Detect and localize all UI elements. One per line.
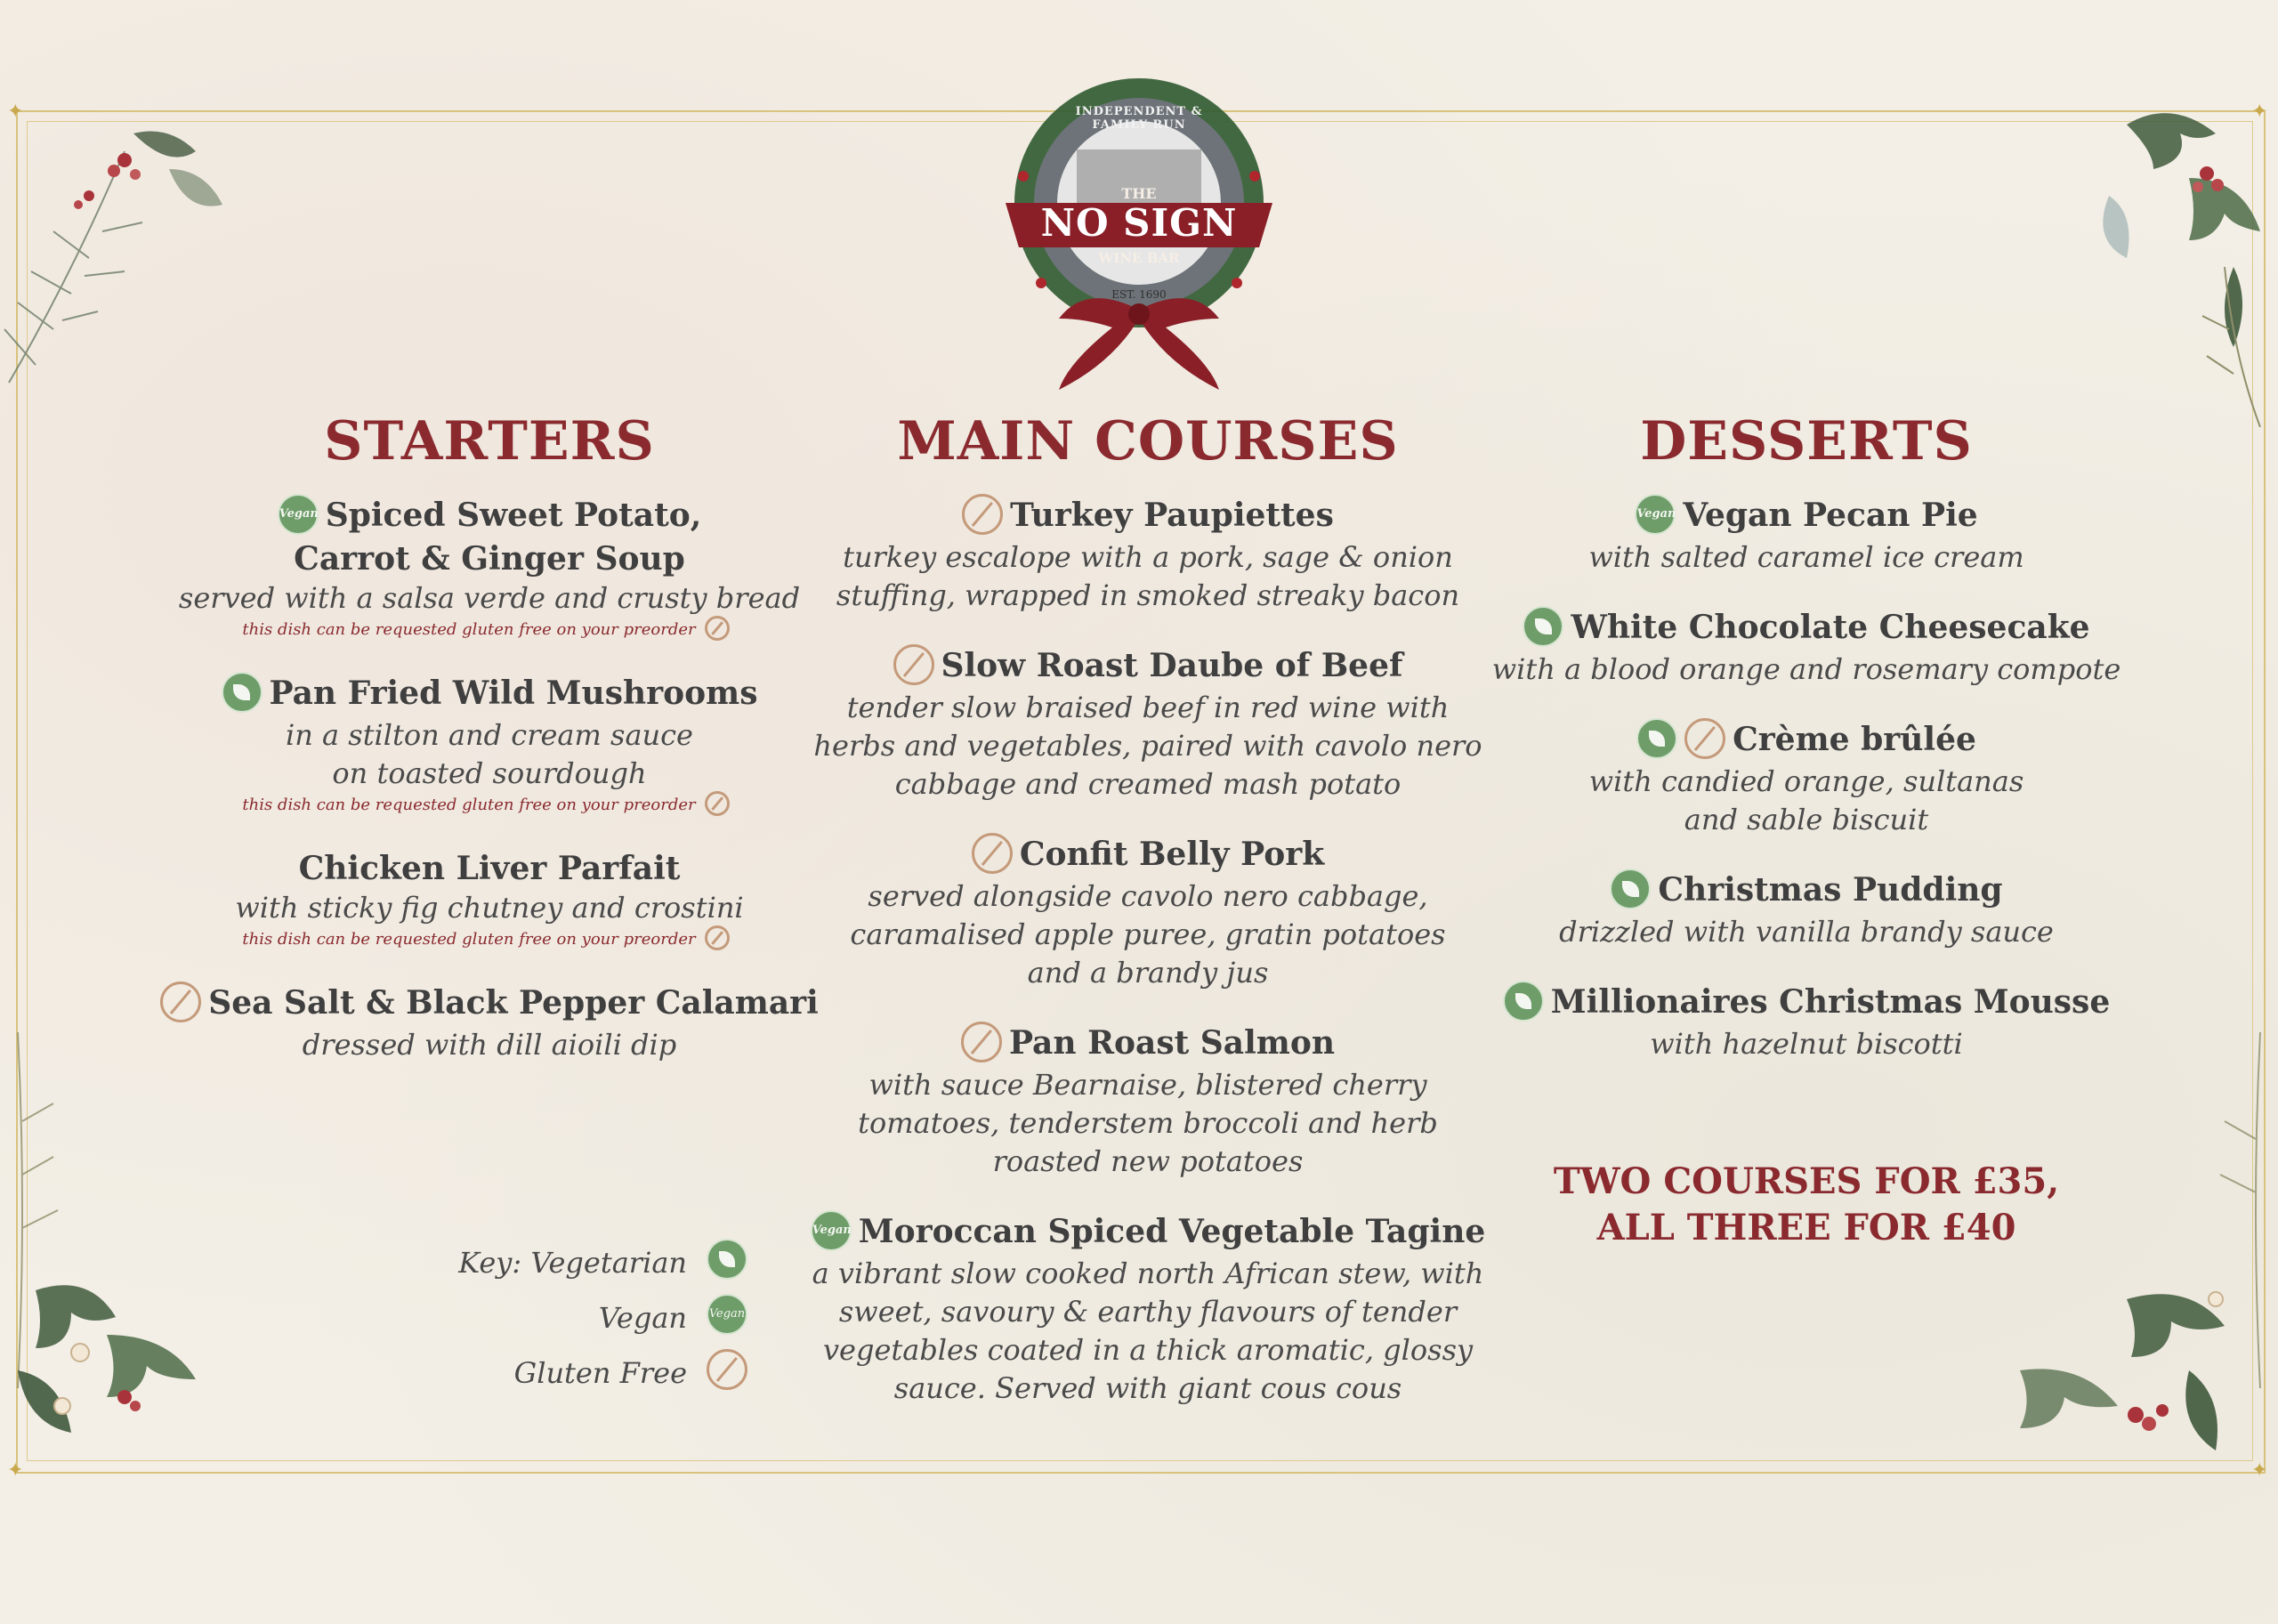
dish-description: cabbage and creamed mash potato <box>894 767 1402 801</box>
dish-description: turkey escalope with a pork, sage & onion <box>843 540 1453 574</box>
dish-chicken-liver-parfait <box>151 848 828 952</box>
dish-description: and a brandy jus <box>1027 956 1269 990</box>
vegetarian-icon <box>1636 718 1677 759</box>
dish-description: with salted caramel ice cream <box>1588 540 2024 574</box>
dish-description: on toasted sourdough <box>332 756 647 790</box>
dish-name: Turkey Paupiettes <box>1010 497 1334 534</box>
dish-name: Confit Belly Pork <box>1019 836 1325 873</box>
vegan-icon: Vegan <box>278 494 319 535</box>
holly-corner-bottom-left-icon <box>0 1032 303 1495</box>
dish-name: Pan Fried Wild Mushrooms <box>269 675 758 712</box>
key-vegan-label: Vegan <box>598 1301 687 1335</box>
vegan-icon: Vegan <box>1635 494 1676 535</box>
dish-spiced-sweet-potato-soup <box>151 495 828 642</box>
logo-est: EST. 1690 <box>1111 288 1167 301</box>
gluten-free-icon <box>1684 718 1725 759</box>
starters-column <box>151 409 828 1095</box>
dish-description: roasted new potatoes <box>992 1144 1304 1178</box>
gluten-free-note: this dish can be requested gluten free on your preorder <box>242 796 696 814</box>
dish-description: herbs and vegetables, paired with cavolo nero <box>813 729 1482 763</box>
vegan-icon: Vegan <box>707 1294 747 1335</box>
dish-description: sweet, savoury & earthy flavours of tender <box>838 1295 1458 1329</box>
main-courses-heading: MAIN COURSES <box>897 410 1399 473</box>
dish-vegan-pecan-pie <box>1468 495 2145 577</box>
dish-pan-fried-wild-mushrooms <box>151 673 828 818</box>
dish-turkey-paupiettes <box>810 495 1486 615</box>
dish-description: served with a salsa verde and crusty bread <box>178 581 801 615</box>
dish-description: a vibrant slow cooked north African stew, with <box>812 1256 1484 1290</box>
gluten-free-note: this dish can be requested gluten free on your preorder <box>242 930 696 949</box>
dish-description: sauce. Served with giant cous cous <box>893 1371 1402 1405</box>
dish-description: with sticky fig chutney and crostini <box>235 891 744 925</box>
holly-corner-bottom-right-icon <box>1895 1032 2278 1495</box>
key-gluten-free-label: Gluten Free <box>513 1356 687 1390</box>
gluten-free-icon <box>705 791 730 816</box>
gluten-free-icon <box>160 982 201 1022</box>
dish-name: Crème brûlée <box>1733 721 1976 758</box>
dish-confit-belly-pork <box>810 834 1486 992</box>
corner-star-icon: ✦ <box>7 101 24 123</box>
dish-description: dressed with dill aioili dip <box>302 1028 677 1062</box>
dish-name: Carrot & Ginger Soup <box>294 540 685 578</box>
desserts-column <box>1468 409 2145 1094</box>
dish-name: Chicken Liver Parfait <box>298 850 681 887</box>
dish-name: Vegan Pecan Pie <box>1683 497 1978 534</box>
gluten-free-icon <box>705 925 730 950</box>
vegan-icon: Vegan <box>811 1210 852 1251</box>
gluten-free-icon <box>961 1022 1002 1062</box>
dish-description: tomatoes, tenderstem broccoli and herb <box>858 1106 1438 1140</box>
corner-star-icon: ✦ <box>7 1459 24 1482</box>
logo-the: THE <box>1121 185 1157 202</box>
dish-name: White Chocolate Cheesecake <box>1571 609 2090 646</box>
dish-name: Moroccan Spiced Vegetable Tagine <box>858 1213 1486 1250</box>
dish-name: Spiced Sweet Potato, <box>325 497 702 534</box>
corner-star-icon: ✦ <box>2251 101 2268 123</box>
key-vegetarian-label: Key: Vegetarian <box>458 1246 687 1280</box>
dish-name: Christmas Pudding <box>1658 871 2003 909</box>
no-sign-logo <box>988 69 1290 408</box>
logo-name: NO SIGN <box>1040 201 1238 245</box>
dish-name: Slow Roast Daube of Beef <box>941 647 1403 684</box>
gluten-free-icon <box>962 494 1003 535</box>
vegetarian-icon <box>1523 606 1563 647</box>
dish-white-chocolate-cheesecake <box>1468 607 2145 689</box>
starters-heading: STARTERS <box>324 410 655 473</box>
gluten-free-icon <box>972 833 1013 874</box>
offer-line-2: ALL THREE FOR £40 <box>1596 1207 2016 1248</box>
dish-description: drizzled with vanilla brandy sauce <box>1559 915 2054 949</box>
dish-description: caramalised apple puree, gratin potatoes <box>850 917 1446 951</box>
offer-line-1: TWO COURSES FOR £35, <box>1553 1160 2060 1202</box>
dish-pan-roast-salmon <box>810 1022 1486 1181</box>
dish-description: and sable biscuit <box>1684 803 1929 836</box>
dish-description: stuffing, wrapped in smoked streaky bacon <box>836 578 1460 612</box>
dish-description: vegetables coated in a thick aromatic, glossy <box>822 1333 1474 1367</box>
dish-description: with sauce Bearnaise, blistered cherry <box>868 1068 1427 1102</box>
dish-description: with candied orange, sultanas <box>1588 764 2024 798</box>
dish-description: with a blood orange and rosemary compote <box>1491 652 2121 686</box>
logo-ring-text: INDEPENDENT & FAMILY RUN <box>1075 105 1203 132</box>
dish-creme-brulee <box>1468 719 2145 839</box>
vegetarian-icon <box>1610 869 1651 909</box>
dish-description: in a stilton and cream sauce <box>286 718 693 752</box>
gluten-free-icon <box>707 1349 747 1390</box>
logo-subtitle: WINE BAR <box>1098 250 1180 266</box>
gluten-free-icon <box>893 644 934 685</box>
dish-name: Pan Roast Salmon <box>1008 1024 1336 1062</box>
main-courses-column <box>810 409 1486 1438</box>
gluten-free-icon <box>705 616 730 641</box>
dish-description: served alongside cavolo nero cabbage, <box>868 879 1428 913</box>
dish-slow-roast-daube-of-beef <box>810 645 1486 804</box>
vegetarian-icon <box>707 1239 747 1280</box>
dish-millionaires-christmas-mousse <box>1468 982 2145 1063</box>
gluten-free-note: this dish can be requested gluten free on your preorder <box>242 620 696 639</box>
desserts-heading: DESSERTS <box>1640 410 1973 473</box>
holly-corner-top-right-icon <box>2056 89 2278 427</box>
dish-sea-salt-calamari <box>151 982 828 1064</box>
dish-description: tender slow braised beef in red wine with <box>846 691 1450 724</box>
vegetarian-icon <box>1503 981 1544 1022</box>
price-offer <box>1504 1159 2109 1251</box>
corner-star-icon: ✦ <box>2251 1459 2268 1482</box>
dish-description: with hazelnut biscotti <box>1650 1027 1963 1061</box>
dish-christmas-pudding <box>1468 869 2145 951</box>
dish-moroccan-vegetable-tagine <box>810 1211 1486 1408</box>
vegetarian-icon <box>222 672 263 713</box>
dish-name: Millionaires Christmas Mousse <box>1550 983 2111 1021</box>
dietary-key <box>418 1242 747 1408</box>
dish-name: Sea Salt & Black Pepper Calamari <box>208 984 819 1022</box>
holly-corner-top-left-icon <box>0 98 267 400</box>
